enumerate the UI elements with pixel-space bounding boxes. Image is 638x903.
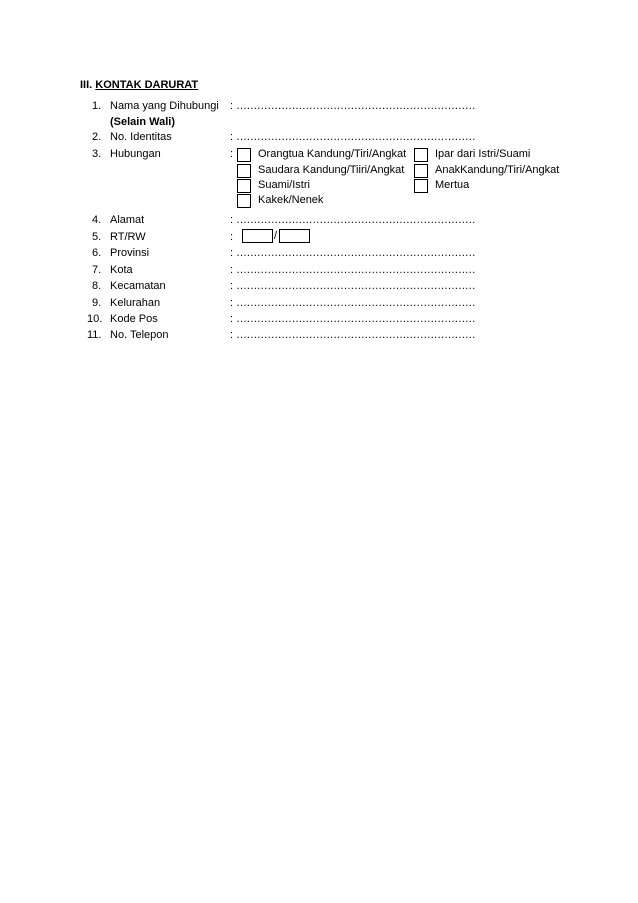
- field-colon: :: [230, 297, 234, 309]
- field-label-rt-rw: RT/RW: [110, 231, 146, 243]
- option-label: Saudara Kandung/Tiiri/Angkat: [258, 164, 405, 176]
- no-identitas-input-line[interactable]: ……………………………………………………………: [236, 131, 476, 143]
- field-colon: :: [230, 148, 234, 160]
- checkbox-saudara[interactable]: [237, 164, 251, 178]
- checkbox-mertua[interactable]: [414, 179, 428, 193]
- field-number: 9.: [92, 297, 102, 309]
- field-label-kode-pos: Kode Pos: [110, 313, 158, 325]
- alamat-input-line[interactable]: ……………………………………………………………: [236, 214, 476, 226]
- field-number: 4.: [92, 214, 102, 226]
- field-label-no-identitas: No. Identitas: [110, 131, 172, 143]
- field-sublabel-selain-wali: (Selain Wali): [110, 116, 175, 128]
- option-label: AnakKandung/Tiri/Angkat: [435, 164, 560, 176]
- field-colon: :: [230, 313, 234, 325]
- nama-input-line[interactable]: ……………………………………………………………: [236, 100, 476, 112]
- field-label-kota: Kota: [110, 264, 133, 276]
- field-number: 3.: [92, 148, 102, 160]
- field-colon: :: [230, 131, 234, 143]
- field-label-kelurahan: Kelurahan: [110, 297, 161, 309]
- checkbox-suami-istri[interactable]: [237, 179, 251, 193]
- field-label-kecamatan: Kecamatan: [110, 280, 166, 292]
- section-title: [80, 79, 198, 92]
- rw-input-box[interactable]: [279, 229, 310, 243]
- field-colon: :: [230, 329, 234, 341]
- field-number: 10.: [87, 313, 103, 325]
- no-telepon-input-line[interactable]: ……………………………………………………………: [236, 329, 476, 341]
- field-number: 5.: [92, 231, 102, 243]
- checkbox-anak[interactable]: [414, 164, 428, 178]
- checkbox-orangtua[interactable]: [237, 148, 251, 162]
- field-colon: :: [230, 231, 234, 243]
- field-number: 1.: [92, 100, 102, 112]
- option-label: Suami/Istri: [258, 179, 310, 191]
- field-colon: :: [230, 214, 234, 226]
- field-colon: :: [230, 247, 234, 259]
- option-label: Ipar dari Istri/Suami: [435, 148, 531, 160]
- field-label-no-telepon: No. Telepon: [110, 329, 169, 341]
- kecamatan-input-line[interactable]: ……………………………………………………………: [236, 280, 476, 292]
- kelurahan-input-line[interactable]: ……………………………………………………………: [236, 297, 476, 309]
- field-label-provinsi: Provinsi: [110, 247, 150, 259]
- field-colon: :: [230, 100, 234, 112]
- option-label: Mertua: [435, 179, 470, 191]
- field-colon: :: [230, 264, 234, 276]
- kota-input-line[interactable]: ……………………………………………………………: [236, 264, 476, 276]
- field-number: 7.: [92, 264, 102, 276]
- checkbox-ipar[interactable]: [414, 148, 428, 162]
- field-number: 11.: [87, 329, 102, 341]
- section-number: III.: [80, 79, 93, 91]
- kode-pos-input-line[interactable]: ……………………………………………………………: [236, 313, 476, 325]
- field-colon: :: [230, 280, 234, 292]
- field-number: 6.: [92, 247, 102, 259]
- rt-input-box[interactable]: [242, 229, 273, 243]
- provinsi-input-line[interactable]: ……………………………………………………………: [236, 247, 476, 259]
- section-heading: KONTAK DARURAT: [95, 79, 199, 91]
- option-label: Kakek/Nenek: [258, 194, 324, 206]
- field-number: 2.: [92, 131, 102, 143]
- option-label: Orangtua Kandung/Tiri/Angkat: [258, 148, 407, 160]
- checkbox-kakek-nenek[interactable]: [237, 194, 251, 208]
- rt-rw-separator: /: [274, 230, 278, 242]
- field-label-hubungan: Hubungan: [110, 148, 161, 160]
- field-label-alamat: Alamat: [110, 214, 145, 226]
- field-number: 8.: [92, 280, 102, 292]
- field-label-nama: Nama yang Dihubungi: [110, 100, 219, 112]
